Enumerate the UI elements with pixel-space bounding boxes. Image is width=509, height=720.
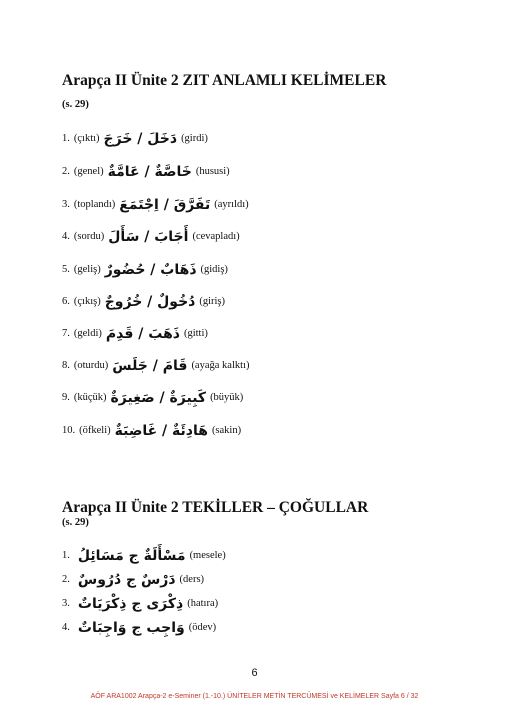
item-arabic: ذِكْرَى ج ذِكْرَيَاتٌ — [77, 596, 184, 612]
item-meaning: (ders) — [179, 574, 205, 585]
item-right-meaning: (girdi) — [181, 133, 208, 144]
item-left-meaning: (küçük) — [73, 392, 107, 403]
item-number: 8. — [62, 360, 70, 371]
plural-item — [62, 596, 218, 612]
item-arabic: خَاصَّةٌ / عَامَّةٌ — [107, 164, 192, 180]
item-number: 9. — [62, 392, 70, 403]
item-right-meaning: (büyük) — [210, 392, 244, 403]
item-right-meaning: (gitti) — [183, 328, 208, 339]
section2-title: Arapça II Ünite 2 TEKİLLER – ÇOĞULLAR — [62, 499, 369, 516]
item-number: 10. — [62, 425, 76, 436]
antonym-item — [62, 294, 225, 310]
item-number: 6. — [62, 296, 70, 307]
item-arabic: دَخَلَ / خَرَجَ — [103, 131, 178, 147]
antonym-item — [62, 229, 240, 245]
antonym-item — [62, 131, 208, 147]
footer-text: AÖF ARA1002 Arapça-2 e-Seminer (1.-10.) ÜNİTELER METİN TERCÜMESİ ve KELİMELER Sayfa 6 / 32 — [90, 693, 419, 700]
item-arabic: هَادِئَةٌ / غَاضِبَةٌ — [114, 423, 208, 439]
item-number: 4. — [62, 231, 70, 242]
item-left-meaning: (genel) — [73, 166, 104, 177]
item-number: 1. — [62, 133, 70, 144]
item-arabic: ذَهَبَ / قَدِمَ — [105, 326, 180, 342]
item-arabic: وَاجِب ج وَاجِبَاتٌ — [77, 620, 185, 636]
item-meaning: (hatıra) — [187, 598, 219, 609]
antonym-item — [62, 358, 249, 374]
antonym-item — [62, 423, 241, 439]
antonym-item — [62, 164, 230, 180]
item-arabic: أَجَابَ / سَأَلَ — [108, 229, 189, 245]
item-arabic: تَفَرَّقَ / اِجْتَمَعَ — [119, 197, 211, 213]
item-number: 4. — [62, 622, 70, 633]
item-right-meaning: (giriş) — [199, 296, 226, 307]
item-arabic: كَبِيرَةٌ / صَغِيرَةٌ — [110, 390, 207, 406]
item-left-meaning: (çıktı) — [73, 133, 100, 144]
antonym-item — [62, 262, 228, 278]
item-arabic: مَسْأَلَةٌ ج مَسَائِلُ — [77, 548, 186, 564]
item-left-meaning: (öfkeli) — [79, 425, 111, 436]
item-number: 1. — [62, 550, 70, 561]
item-number: 2. — [62, 574, 70, 585]
item-number: 5. — [62, 264, 70, 275]
plural-item — [62, 548, 226, 564]
plural-item — [62, 572, 204, 588]
item-right-meaning: (ayrıldı) — [214, 199, 249, 210]
item-left-meaning: (geliş) — [73, 264, 101, 275]
item-arabic: دَرْسٌ ج دُرُوسٌ — [77, 572, 176, 588]
section1-title: Arapça II Ünite 2 ZIT ANLAMLI KELİMELER — [62, 72, 387, 89]
item-number: 3. — [62, 598, 70, 609]
item-left-meaning: (çıkış) — [73, 296, 101, 307]
item-right-meaning: (cevapladı) — [192, 231, 240, 242]
plural-item — [62, 620, 216, 636]
section1-page-ref: (s. 29) — [62, 99, 89, 110]
item-meaning: (mesele) — [189, 550, 226, 561]
item-left-meaning: (sordu) — [73, 231, 105, 242]
antonym-item — [62, 326, 208, 342]
section2-page-ref: (s. 29) — [62, 517, 89, 528]
item-right-meaning: (ayağa kalktı) — [191, 360, 250, 371]
item-right-meaning: (sakin) — [211, 425, 242, 436]
antonym-item — [62, 197, 249, 213]
item-number: 3. — [62, 199, 70, 210]
page-footer — [0, 693, 509, 700]
item-right-meaning: (hususi) — [195, 166, 230, 177]
antonym-item — [62, 390, 243, 406]
item-arabic: قَامَ / جَلَسَ — [112, 358, 188, 374]
item-meaning: (ödev) — [188, 622, 217, 633]
item-arabic: دُخُولٌ / خُرُوجٌ — [104, 294, 196, 310]
item-left-meaning: (oturdu) — [73, 360, 109, 371]
page-number: 6 — [251, 667, 258, 679]
item-number: 7. — [62, 328, 70, 339]
item-number: 2. — [62, 166, 70, 177]
item-left-meaning: (geldi) — [73, 328, 102, 339]
item-right-meaning: (gidiş) — [200, 264, 228, 275]
item-arabic: ذَهَابٌ / حُضُورٌ — [104, 262, 197, 278]
item-left-meaning: (toplandı) — [73, 199, 116, 210]
